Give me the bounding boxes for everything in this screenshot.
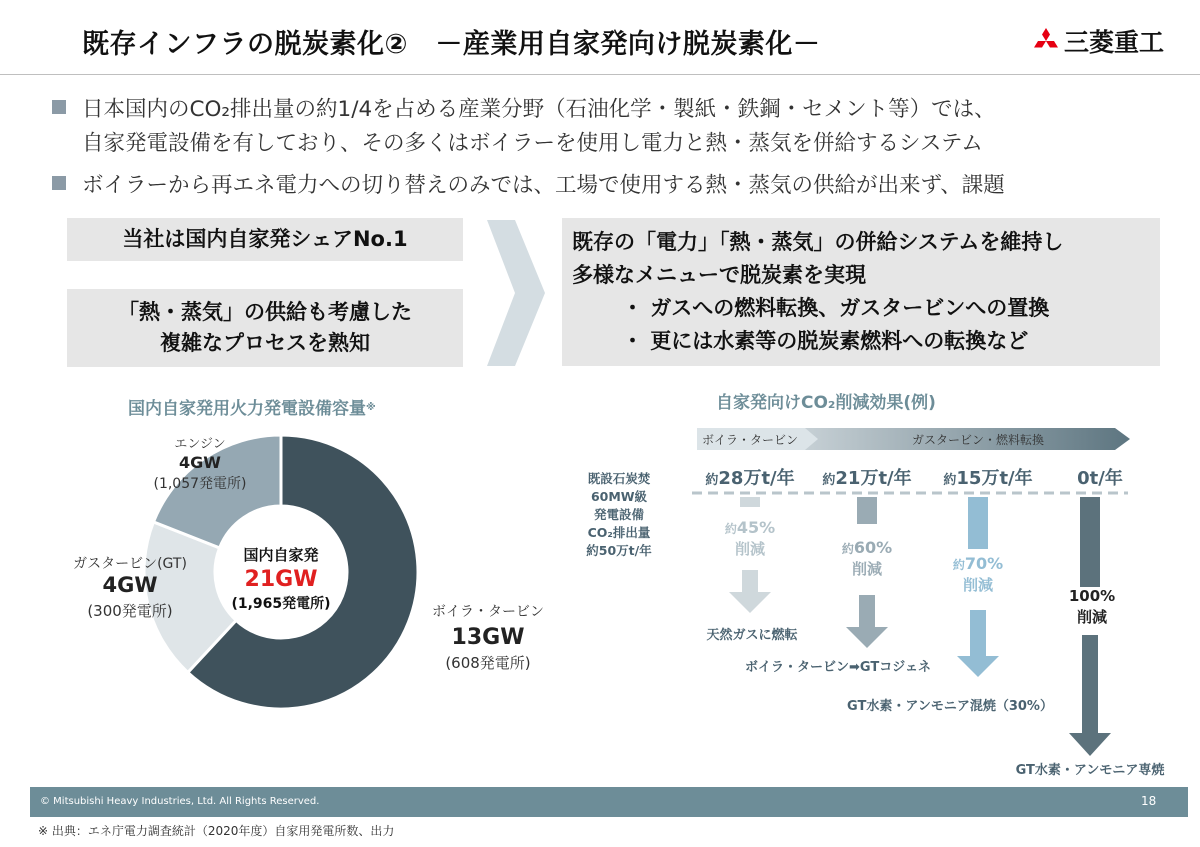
column-4-label: GT水素・アンモニア専焼 [1015,763,1165,778]
baseline-line-4: CO₂排出量 [587,525,651,540]
column-4-bar [1080,497,1100,587]
donut-center-label: 国内自家発 [243,546,319,564]
bullet-square-icon [52,100,66,114]
column-4-down-arrow-icon [1069,635,1111,756]
page-title: 既存インフラの脱炭素化② －産業用自家発向け脱炭素化－ [82,29,821,60]
stage-label-boiler: ボイラ・タービン [701,433,799,447]
three-diamonds-logo-icon [1032,28,1060,54]
reduction-column-h2-cofiring [847,467,1053,714]
column-4-emission: 0t/年 [1077,468,1123,489]
company-logo [1032,26,1164,56]
page-number: 18 [1141,794,1157,808]
column-2-down-arrow-icon [846,595,888,648]
bullet-1-line-1: 日本国内のCO₂排出量の約1/4を占める産業分野（石油化学・製紙・鉄鋼・セメント等）では、 [82,97,996,122]
column-2-action: 削減 [851,560,883,578]
bullet-1-line-2: 自家発電設備を有しており、その多くはボイラーを使用し電力と熱・蒸気を併給するシステム [82,131,983,156]
reduction-title: 自家発向けCO₂削減効果(例) [716,393,936,413]
capacity-donut-chart [0,420,560,740]
column-4-percent: 100% [1068,587,1116,605]
co2-reduction-diagram [560,420,1190,785]
bullet-1 [52,92,996,123]
column-1-emission: 約28万t/年 [705,468,795,489]
column-2-bar [857,497,877,524]
segment-label-boiler-name: ボイラ・タービン [432,604,544,620]
column-3-down-arrow-icon [957,610,999,677]
column-3-percent: 約70% [952,554,1004,573]
column-2-emission: 約21万t/年 [822,468,912,489]
column-3-action: 削減 [962,576,994,594]
donut-title-note-mark: ※ [366,402,376,413]
column-1-label: 天然ガスに燃転 [706,628,798,643]
column-1-percent: 約45% [724,518,776,537]
column-3-emission: 約15万t/年 [943,468,1033,489]
segment-label-boiler-count: (608発電所) [445,654,531,672]
solution-item-1: ・ ガスへの燃料転換、ガスタービンへの置換 [622,296,1050,320]
share-box: 当社は国内自家発シェアNo.1 [67,218,463,261]
segment-label-boiler-value: 13GW [451,625,525,650]
solution-box [562,218,1160,366]
column-1-action: 削減 [734,540,766,558]
segment-label-gt-value: 4GW [102,573,158,597]
process-line-1: 「熱・蒸気」の供給も考慮した [118,300,412,324]
donut-title [128,394,376,419]
title-divider [0,74,1200,75]
baseline-line-2: 60MW級 [590,489,648,504]
source-note: ※ 出典：エネ庁電力調査統計（2020年度）自家用発電所数、出力 [38,824,395,838]
reduction-column-gas-fuel [705,467,797,643]
segment-label-gt-count: (300発電所) [87,602,173,620]
bullet-square-icon [52,176,66,190]
stage-label-gt: ガスタービン・燃料転換 [911,433,1045,447]
baseline-line-1: 既設石炭焚 [587,471,651,486]
segment-label-engine-name: エンジン [174,437,226,452]
segment-label-gt-name: ガスタービン(GT) [73,556,187,572]
donut-center-count: (1,965発電所) [231,596,331,612]
solution-item-2: ・ 更には水素等の脱炭素燃料への転換など [622,329,1029,353]
chevron-arrow-icon [485,218,547,368]
column-4-action: 削減 [1076,608,1108,626]
baseline-line-3: 発電設備 [593,507,645,522]
baseline-line-5: 約50万t/年 [586,543,652,558]
process-line-2: 複雑なプロセスを熟知 [160,331,370,355]
segment-label-engine-value: 4GW [179,453,221,472]
donut-title-text: 国内自家発用火力発電設備容量 [128,399,366,419]
column-1-down-arrow-icon [729,570,771,613]
segment-label-engine-count: (1,057発電所) [153,476,247,492]
solution-line-2: 多様なメニューで脱炭素を実現 [572,263,866,287]
solution-line-1: 既存の「電力」「熱・蒸気」の併給システムを維持し [572,230,1064,254]
process-knowledge-box [67,289,463,367]
column-3-label: GT水素・アンモニア混焼（30%） [847,699,1053,714]
donut-center-value: 21GW [244,567,318,592]
column-1-bar [740,497,760,507]
column-2-percent: 約60% [841,538,893,557]
bullet-2 [52,168,1005,199]
column-2-label: ボイラ・タービン➡GTコジェネ [745,660,931,675]
reduction-column-h2-dedicated [1016,467,1165,778]
bullet-2-text: ボイラーから再エネ電力への切り替えのみでは、工場で使用する熱・蒸気の供給が出来ず、課題 [82,173,1005,198]
baseline-emission-text [586,471,652,558]
column-3-bar [968,497,988,549]
reduction-column-gt-cogeneration [745,467,931,675]
footer-copyright: © Mitsubishi Heavy Industries, Ltd. All Rights Reserved. [40,796,320,807]
logo-text: 三菱重工 [1064,28,1165,57]
